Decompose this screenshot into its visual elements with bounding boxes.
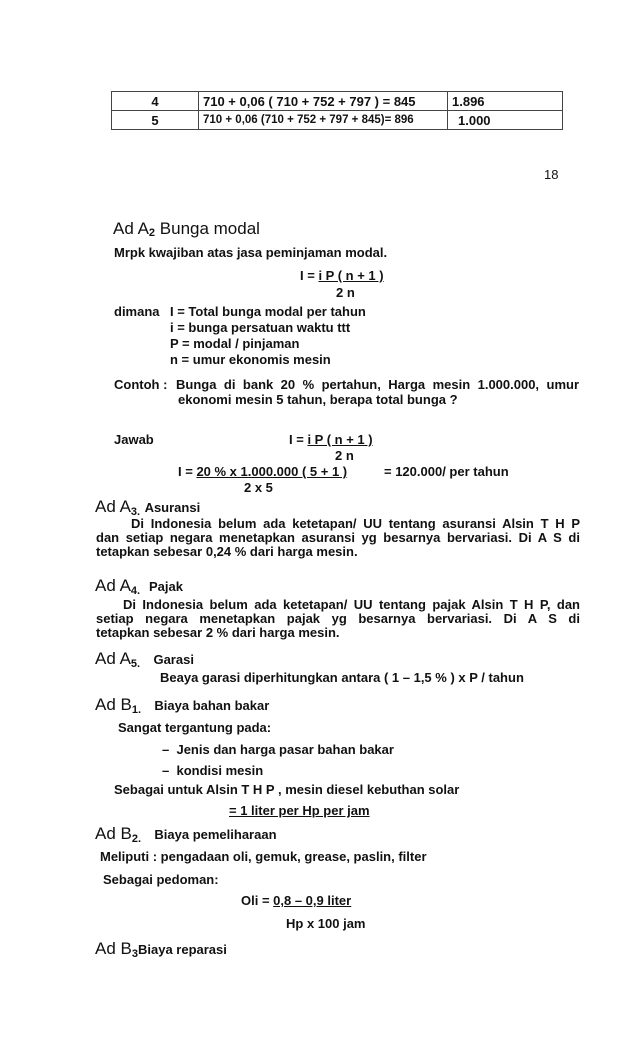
table-row	[112, 111, 563, 130]
b1-equation: = 1 liter per Hp per jam	[229, 803, 370, 818]
calc-denominator: 2 x 5	[244, 480, 273, 495]
heading-title: Bunga modal	[155, 219, 260, 238]
a3-line2: dan setiap negara menetapkan asuransi yg besarnya bervariasi. Di A S di	[96, 530, 580, 545]
formula-numerator	[300, 268, 384, 283]
heading-a4	[95, 576, 183, 596]
heading-a3	[95, 497, 200, 517]
formula-denominator: 2 n	[336, 285, 355, 300]
list-item-text: Jenis dan harga pasar bahan bakar	[176, 742, 394, 757]
definition-I: I = Total bunga modal per tahun	[170, 304, 366, 319]
heading-sub: 1.	[131, 704, 142, 716]
cost-table	[111, 91, 563, 130]
heading-prefix: Ad A	[95, 497, 131, 516]
a5-line1: Beaya garasi diperhitungkan antara ( 1 – 1,5 % ) x P / tahun	[160, 670, 524, 685]
formula-lhs: I =	[300, 268, 319, 283]
heading-prefix: Ad B	[95, 824, 132, 843]
jawab-numerator	[289, 432, 373, 447]
list-item	[162, 763, 263, 778]
heading-a2	[113, 219, 260, 239]
heading-sub: 2	[148, 227, 156, 239]
heading-title: Biaya pemeliharaan	[154, 827, 277, 842]
contoh-line2: ekonomi mesin 5 tahun, berapa total bunga ?	[178, 392, 458, 407]
a4-line3: tetapkan sebesar 2 % dari harga mesin.	[96, 625, 340, 640]
jawab-denominator: 2 n	[335, 448, 354, 463]
b2-line2: Sebagai pedoman:	[103, 872, 219, 887]
oli-num: 0,8 – 0,9 liter	[273, 893, 352, 908]
a4-line2: setiap negara menetapkan pajak yg besarnya bervariasi. Di A S di	[96, 611, 580, 626]
heading-title: Garasi	[153, 652, 194, 667]
b2-line1: Meliputi : pengadaan oli, gemuk, grease, paslin, filter	[100, 849, 427, 864]
heading-sub: 3	[131, 948, 138, 960]
dimana-label: dimana	[114, 304, 160, 319]
list-item-text: kondisi mesin	[176, 763, 264, 778]
heading-b3	[95, 939, 227, 959]
table-cell-n: 4	[112, 92, 199, 111]
heading-a5	[95, 649, 194, 669]
heading-prefix: Ad B	[95, 695, 132, 714]
table-cell-value: 1.896	[448, 92, 563, 111]
jawab-label: Jawab	[114, 432, 154, 447]
table-cell-formula: 710 + 0,06 (710 + 752 + 797 + 845)= 896	[199, 111, 448, 130]
a3-line3: tetapkan sebesar 0,24 % dari harga mesin.	[96, 544, 358, 559]
heading-prefix: Ad A	[95, 649, 131, 668]
calc-result: = 120.000/ per tahun	[384, 464, 509, 479]
contoh-label: Contoh :	[114, 377, 168, 392]
a3-line1: Di Indonesia belum ada ketetapan/ UU tentang asuransi Alsin T H P	[131, 516, 580, 531]
a2-description: Mrpk kwajiban atas jasa peminjaman modal.	[114, 245, 388, 260]
heading-prefix: Ad A	[113, 219, 149, 238]
heading-title: Asuransi	[144, 500, 201, 515]
contoh-line1: Bunga di bank 20 % pertahun, Harga mesin 1.000.000, umur	[176, 377, 579, 392]
list-dash: –	[162, 742, 170, 757]
oli-numerator	[241, 893, 351, 908]
heading-b2	[95, 824, 277, 844]
formula-num: i P ( n + 1 )	[318, 268, 384, 283]
oli-denominator: Hp x 100 jam	[286, 916, 366, 931]
list-dash: –	[162, 763, 170, 778]
heading-sub: 5.	[130, 658, 141, 670]
b1-line: Sebagai untuk Alsin T H P , mesin diesel kebuthan solar	[114, 782, 460, 797]
calc-lhs: I =	[178, 464, 197, 479]
heading-prefix: Ad A	[95, 576, 131, 595]
heading-b1	[95, 695, 269, 715]
definition-P: P = modal / pinjaman	[170, 336, 300, 351]
heading-title: Biaya reparasi	[137, 942, 227, 957]
definition-i: i = bunga persatuan waktu ttt	[170, 320, 351, 335]
b1-intro: Sangat tergantung pada:	[118, 720, 272, 735]
jawab-num: i P ( n + 1 )	[307, 432, 373, 447]
heading-prefix: Ad B	[95, 939, 132, 958]
oli-lhs: Oli =	[241, 893, 274, 908]
heading-title: Biaya bahan bakar	[154, 698, 270, 713]
table-row	[112, 92, 563, 111]
heading-sub: 4.	[130, 585, 141, 597]
calc-numerator	[178, 464, 347, 479]
page-number: 18	[544, 167, 559, 182]
table-cell-n: 5	[112, 111, 199, 130]
calc-num: 20 % x 1.000.000 ( 5 + 1 )	[196, 464, 348, 479]
table-cell-value: 1.000	[448, 111, 563, 130]
a4-line1: Di Indonesia belum ada ketetapan/ UU tentang pajak Alsin T H P, dan	[123, 597, 580, 612]
heading-sub: 2.	[131, 833, 142, 845]
table-cell-formula: 710 + 0,06 ( 710 + 752 + 797 ) = 845	[199, 92, 448, 111]
heading-sub: 3.	[130, 506, 141, 518]
jawab-lhs: I =	[289, 432, 308, 447]
definition-n: n = umur ekonomis mesin	[170, 352, 331, 367]
heading-title: Pajak	[149, 579, 183, 594]
list-item	[162, 742, 394, 757]
